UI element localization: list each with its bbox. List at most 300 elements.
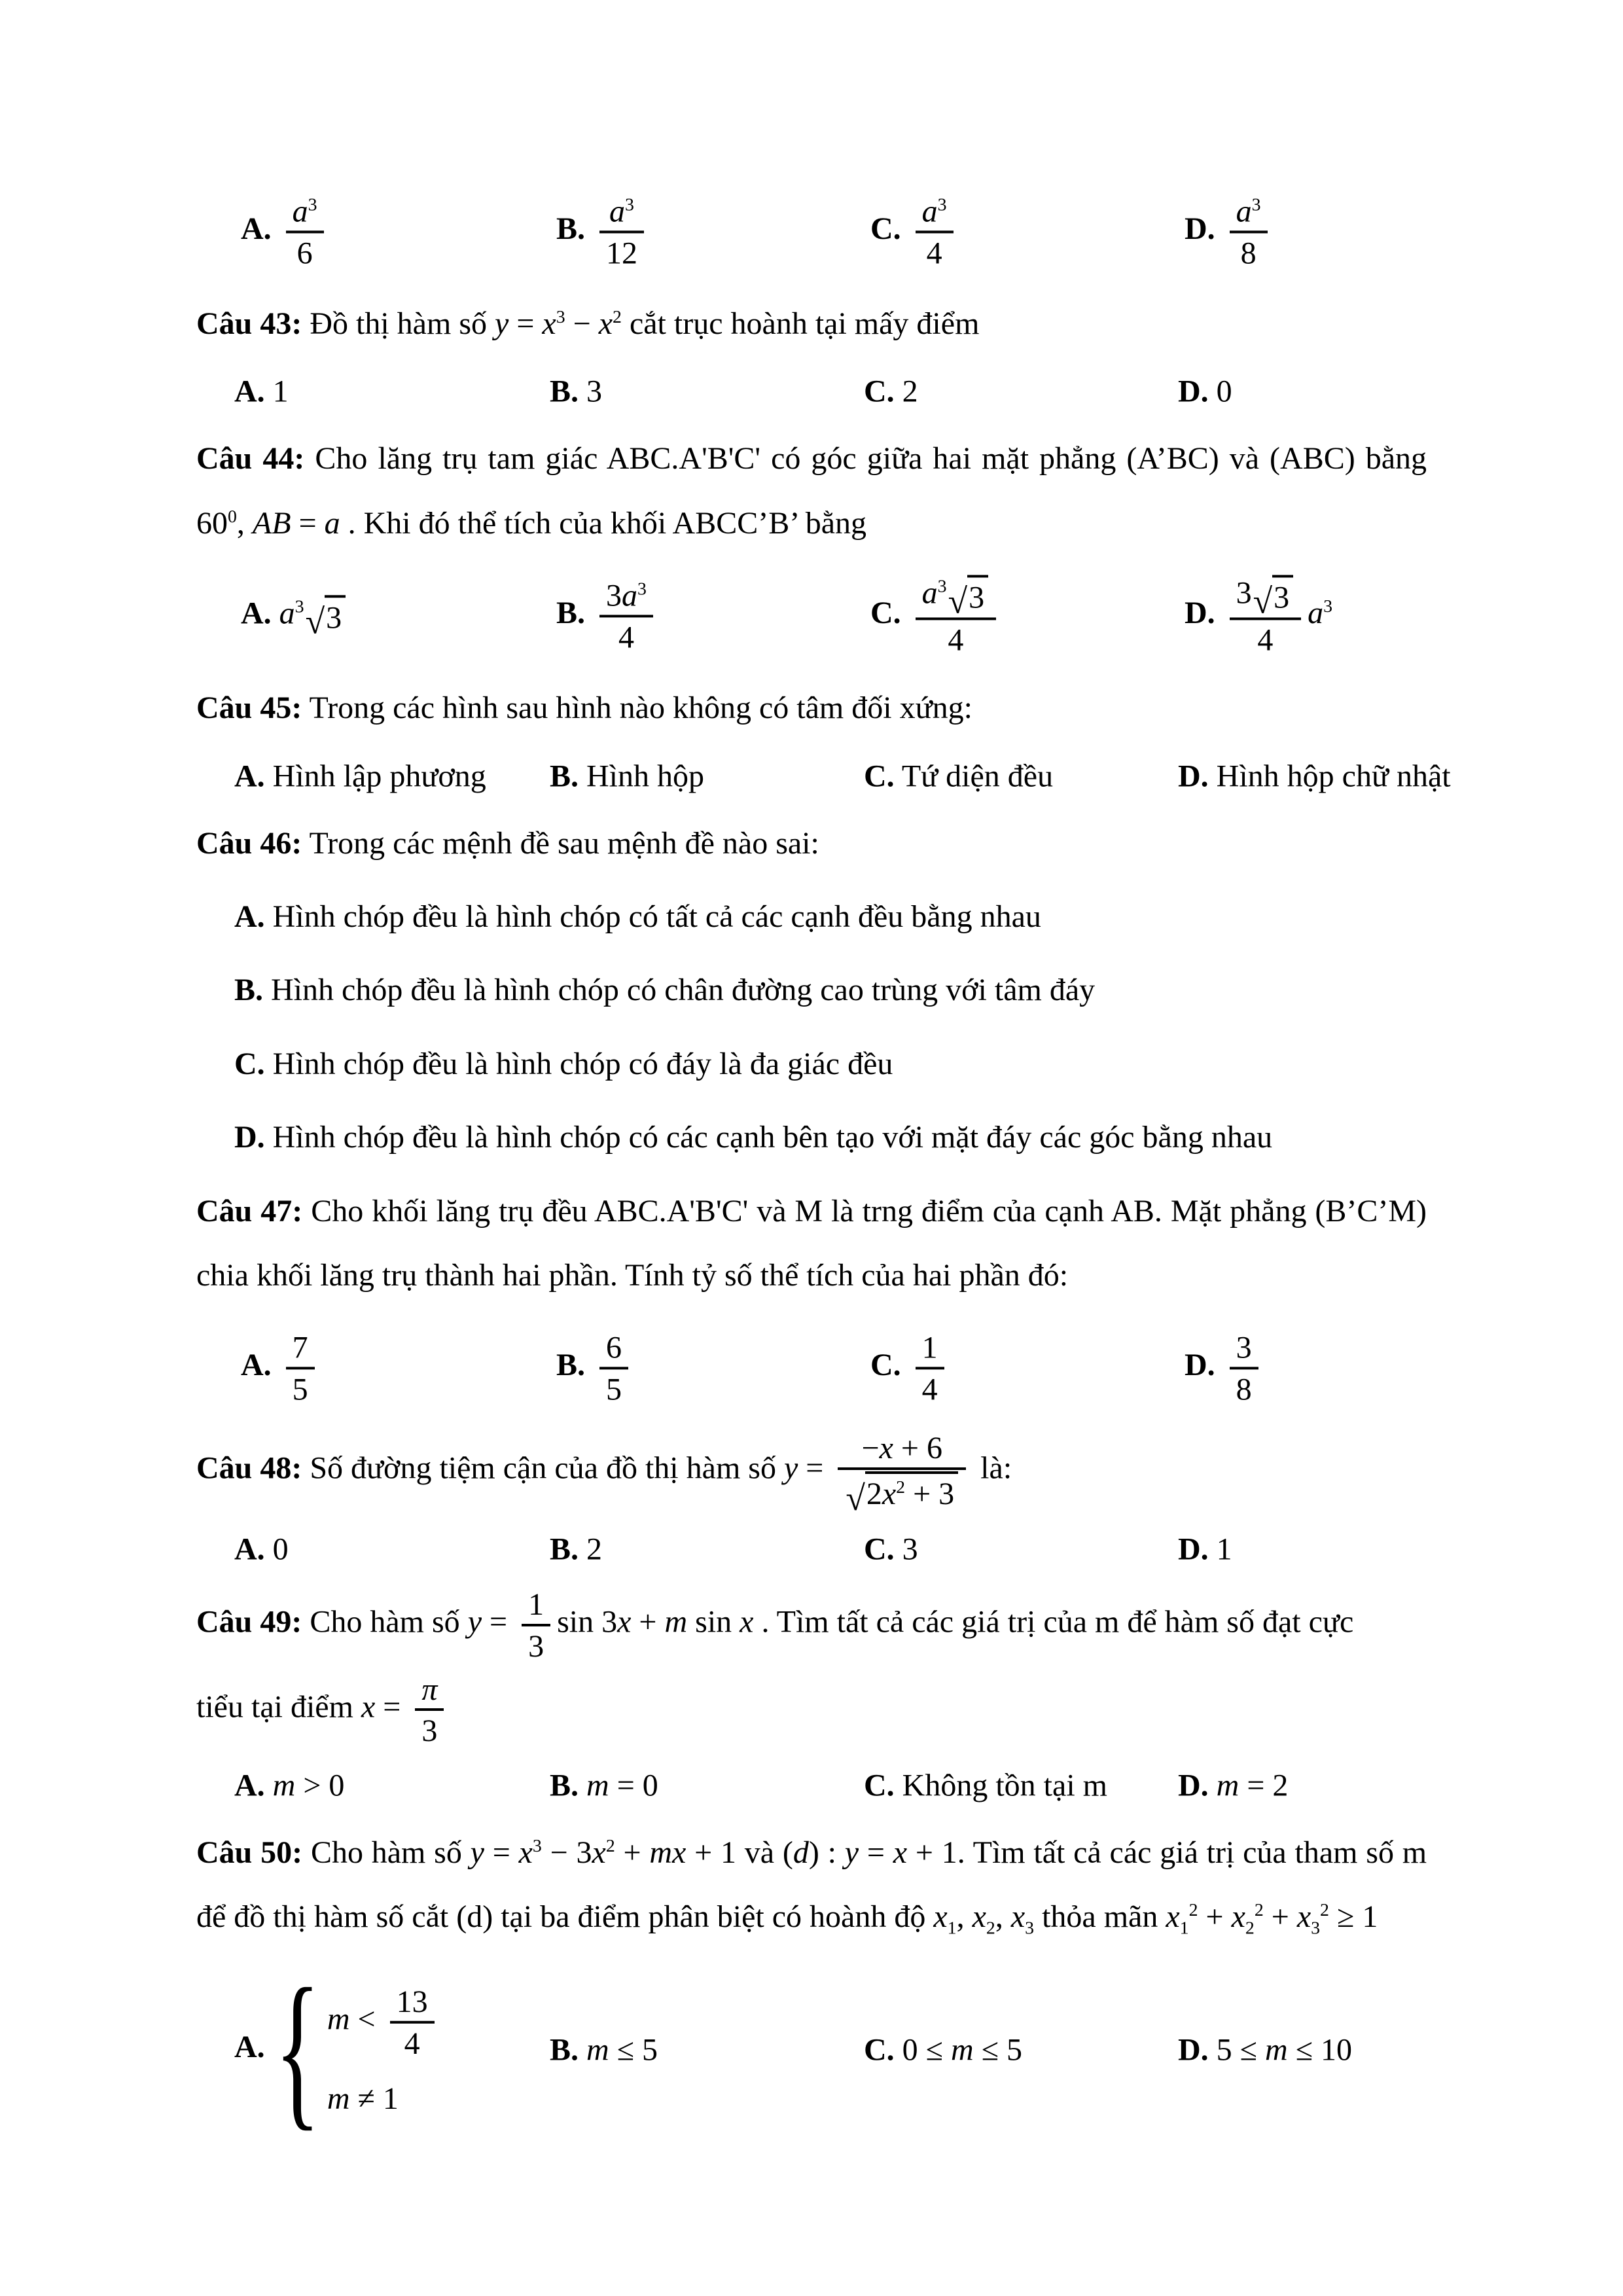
option-a [241, 191, 330, 272]
text-run: Không tồn tại m [902, 1768, 1107, 1803]
fraction-numerator [286, 1328, 315, 1370]
math-variable: x [1296, 1899, 1311, 1935]
fraction-denominator [286, 1369, 315, 1408]
subscript: 1 [947, 1918, 957, 1939]
fraction-denominator [916, 1369, 944, 1408]
math-fraction [522, 1585, 550, 1665]
superscript: 3 [532, 1835, 542, 1856]
text-run: − 3 [541, 1835, 592, 1870]
option-label: C. [864, 374, 895, 409]
text-run: 2 [902, 374, 918, 409]
option-label: B. [556, 211, 586, 247]
option-label: C. [864, 2032, 895, 2068]
superscript: 3 [308, 194, 317, 215]
option-b [550, 758, 704, 794]
text-run: < [349, 2001, 383, 2037]
text-run: 2 [586, 1532, 603, 1567]
radicand [967, 575, 988, 617]
text-run: 0 [272, 1532, 289, 1567]
option-b [550, 1767, 658, 1803]
option-d [1178, 758, 1451, 794]
text-run: Đồ thị hàm số [310, 306, 495, 341]
math-variable: y [470, 1835, 484, 1870]
text-run: thỏa mãn [1034, 1899, 1166, 1935]
option-b [556, 576, 660, 656]
text-run: − [861, 1431, 880, 1466]
text-run: 4 [926, 236, 942, 270]
text-run: . Khi đó thể tích của khối ABCC’B’ bằng [340, 505, 866, 541]
option-d [1178, 374, 1232, 410]
subscript: 2 [986, 1918, 995, 1939]
math-variable: a [921, 194, 938, 229]
text-run: 5 [606, 1372, 622, 1407]
subscript: 3 [1311, 1918, 1321, 1939]
fraction-numerator [916, 1328, 944, 1370]
text-run: Cho lăng trụ tam giác ABC.A'B'C' có góc giữa hai mặt phẳng (A’BC) và (ABC) bằng [315, 441, 1427, 476]
text-run: Hình chóp đều là hình chóp có đáy là đa giác đều [272, 1046, 893, 1081]
option-b [556, 191, 651, 272]
text-run: 5 ≤ [1216, 2032, 1266, 2068]
option-label: B. [550, 374, 579, 409]
question-paragraph [196, 1179, 1427, 1308]
option-a [234, 374, 289, 410]
text-run: 8 [1240, 236, 1257, 270]
option-a [234, 1953, 441, 2145]
question-label: Câu 44: [196, 441, 305, 476]
option-label: D. [1185, 596, 1215, 631]
math-variable: m [327, 2001, 350, 2037]
option-c [864, 1767, 1107, 1803]
text-run: = [798, 1450, 832, 1486]
text-run: Hình chóp đều là hình chóp có chân đường cao trùng với tâm đáy [271, 973, 1096, 1008]
math-fraction [599, 1328, 628, 1408]
math-variable: a [279, 596, 295, 631]
text-run: 3 [1274, 580, 1290, 615]
option-label: D. [1178, 1532, 1209, 1567]
radical-sign-icon: √ [1253, 581, 1273, 621]
option-label: B. [550, 759, 579, 794]
text-run: , [956, 1899, 972, 1935]
fraction-numerator [916, 191, 954, 233]
math-variable: x [893, 1835, 908, 1870]
text-run: 6 [606, 1330, 622, 1365]
superscript: 2 [1188, 1900, 1198, 1921]
question-paragraph [196, 676, 1427, 740]
text-run: ) : [808, 1835, 845, 1870]
text-run: 13 [396, 1984, 428, 2020]
math-fraction [1230, 1328, 1258, 1408]
text-run: = [375, 1689, 409, 1725]
text-run: 2 [866, 1477, 882, 1512]
fraction-denominator [1230, 233, 1268, 272]
system-line [327, 1982, 441, 2062]
superscript: 3 [1251, 194, 1261, 215]
math-variable: x [933, 1899, 948, 1935]
math-fraction [916, 1328, 944, 1408]
math-variable: π [421, 1672, 438, 1707]
math-fraction [599, 191, 644, 272]
option-c [864, 1532, 918, 1568]
math-variable: x [617, 1604, 632, 1640]
math-system [273, 1953, 441, 2145]
radicand [1272, 575, 1293, 617]
option-label: A. [234, 2029, 265, 2064]
text-run: + 6 [893, 1431, 942, 1466]
text-run: Trong các mệnh đề sau mệnh đề nào sai: [309, 825, 819, 861]
superscript: 3 [625, 194, 634, 215]
math-variable: x [598, 306, 613, 341]
option-c [864, 374, 918, 410]
option-label: A. [234, 1532, 265, 1567]
system-lines [327, 1982, 441, 2117]
radical-sign-icon: √ [305, 601, 325, 641]
fraction-denominator [838, 1470, 966, 1518]
option-label: C. [864, 1532, 895, 1567]
subscript: 1 [1179, 1918, 1189, 1939]
math-fraction [286, 1328, 315, 1408]
option-c [870, 191, 960, 272]
superscript: 2 [896, 1477, 906, 1498]
option-label: D. [1178, 2032, 1209, 2068]
text-run: 3 [326, 600, 342, 635]
option-label: C. [864, 1768, 895, 1803]
text-run: là: [972, 1450, 1012, 1486]
question-paragraph [196, 1821, 1427, 1950]
text-run: tiểu tại điểm [196, 1689, 361, 1725]
superscript: 2 [605, 1835, 615, 1856]
option-a [234, 1767, 344, 1803]
math-variable: mx [649, 1835, 687, 1870]
math-variable: a [292, 194, 308, 229]
fraction-numerator [415, 1670, 444, 1712]
text-run: . Tìm tất cả các giá trị của m để hàm số đạt cực [753, 1604, 1354, 1640]
text-run: 4 [948, 622, 964, 658]
text-run: 6 [296, 236, 313, 270]
text-run: 3 [421, 1713, 438, 1749]
math-variable: x [1010, 1899, 1026, 1935]
fraction-denominator [390, 2024, 435, 2063]
question-label: Câu 43: [196, 306, 302, 341]
option-label: A. [234, 374, 265, 409]
text-run: Hình chóp đều là hình chóp có tất cả các cạnh đều bằng nhau [272, 899, 1041, 934]
superscript: 2 [613, 307, 622, 327]
text-run: = [482, 1604, 516, 1640]
text-run: 3 [1236, 1330, 1252, 1365]
math-variable: x [972, 1899, 986, 1935]
math-variable: m [1216, 1768, 1240, 1803]
text-run: Tứ diện đều [901, 759, 1054, 794]
option-label: C. [870, 211, 901, 247]
math-variable: x [361, 1689, 376, 1725]
text-run: ≤ 5 [609, 2032, 658, 2068]
option-a [241, 1328, 321, 1408]
math-variable: x [740, 1604, 754, 1640]
option-label: B. [234, 973, 264, 1008]
text-run: 1 [272, 374, 289, 409]
text-run: = [484, 1835, 519, 1870]
math-square-root [948, 575, 989, 621]
option-a [234, 1532, 289, 1568]
math-variable: m [586, 2032, 609, 2068]
text-run: ≤ 5 [973, 2032, 1023, 2068]
text-run: 0 [1216, 374, 1232, 409]
text-run: 1 [1216, 1532, 1232, 1567]
text-run: Hình hộp [586, 759, 705, 794]
text-run: = 2 [1239, 1768, 1289, 1803]
math-variable: m [664, 1604, 688, 1640]
text-run: 0 ≤ [902, 2032, 952, 2068]
fraction-denominator [599, 233, 644, 272]
math-variable: x [592, 1835, 606, 1870]
fraction-numerator [390, 1982, 435, 2024]
math-variable: x [1231, 1899, 1245, 1935]
math-variable: x [879, 1431, 893, 1466]
text-run: = [508, 306, 543, 341]
fraction-numerator [1230, 573, 1302, 620]
fraction-numerator [599, 1328, 628, 1370]
text-run: 3 [586, 374, 603, 409]
math-square-root [1253, 575, 1294, 621]
curly-brace-icon: { [274, 1953, 321, 2145]
superscript: 3 [294, 596, 304, 617]
radicand [865, 1471, 958, 1514]
option-d [1178, 2032, 1352, 2068]
text-run: − [565, 306, 599, 341]
text-run: > 0 [295, 1768, 345, 1803]
math-variable: a [1236, 194, 1252, 229]
option-b [234, 958, 1427, 1022]
text-run: , [995, 1899, 1011, 1935]
question-label: Câu 50: [196, 1835, 303, 1870]
option-label: D. [1178, 759, 1209, 794]
text-run: 4 [618, 620, 634, 655]
question-label: Câu 48: [196, 1450, 302, 1486]
math-fraction [838, 1428, 966, 1518]
subscript: 2 [1245, 1918, 1255, 1939]
math-fraction [1230, 191, 1268, 272]
text-run: ≥ 1 [1329, 1899, 1378, 1935]
option-b [556, 1328, 635, 1408]
question-paragraph [196, 1670, 1427, 1750]
option-label: A. [234, 759, 265, 794]
question-paragraph [196, 292, 1427, 356]
math-variable: x [542, 306, 556, 341]
text-run: cắt trục hoành tại mấy điểm [621, 306, 980, 341]
text-run: ≠ 1 [349, 2081, 399, 2116]
question-paragraph [196, 427, 1427, 556]
text-run: Số đường tiệm cận của đồ thị hàm số [310, 1450, 784, 1486]
math-fraction [1230, 573, 1302, 659]
option-label: D. [234, 1120, 265, 1155]
options-row [196, 745, 1451, 808]
options-row [196, 360, 1427, 423]
math-variable: m [951, 2032, 974, 2068]
options-list [196, 885, 1427, 1170]
math-fraction [286, 191, 324, 272]
text-run: 4 [404, 2026, 420, 2061]
option-c [864, 758, 1053, 794]
text-run: = [859, 1835, 893, 1870]
text-run: Hình hộp chữ nhật [1216, 759, 1451, 794]
math-fraction [599, 576, 653, 656]
math-variable: x [1166, 1899, 1180, 1935]
text-run: Cho hàm số [310, 1604, 468, 1640]
math-variable: y [783, 1450, 798, 1486]
option-label: C. [870, 1348, 901, 1383]
superscript: 3 [1323, 596, 1333, 617]
fraction-denominator [522, 1626, 550, 1666]
math-variable: m [272, 1768, 296, 1803]
text-run: 4 [1257, 622, 1274, 658]
fraction-denominator [916, 233, 954, 272]
text-run: + [615, 1835, 650, 1870]
text-run: = 0 [609, 1768, 658, 1803]
option-label: B. [550, 1532, 579, 1567]
superscript: 3 [637, 579, 647, 600]
math-variable: a [609, 194, 626, 229]
question-paragraph [196, 812, 1427, 876]
option-label: A. [234, 1768, 265, 1803]
fraction-denominator [599, 1369, 628, 1408]
math-variable: a [921, 575, 938, 611]
option-label: B. [550, 2032, 579, 2068]
math-square-root [305, 595, 346, 641]
math-square-root [846, 1471, 958, 1518]
superscript: 0 [228, 506, 237, 527]
superscript: 3 [556, 307, 565, 327]
text-run: 3 [528, 1628, 544, 1664]
option-label: B. [556, 596, 586, 631]
superscript: 3 [937, 194, 947, 215]
superscript: 3 [937, 576, 947, 597]
text-run: , [236, 505, 253, 541]
text-run: 12 [606, 236, 638, 270]
math-fraction [916, 573, 996, 659]
fraction-denominator [286, 233, 324, 272]
question-label: Câu 46: [196, 825, 302, 861]
option-label: C. [864, 759, 895, 794]
option-a [241, 594, 347, 641]
text-run: Cho hàm số [310, 1835, 471, 1870]
text-run: Trong các hình sau hình nào không có tâm đối xứng: [309, 691, 972, 726]
option-c [864, 2032, 1022, 2068]
option-d [1178, 1532, 1232, 1568]
option-c [234, 1032, 1427, 1096]
fraction-denominator [916, 620, 996, 659]
fraction-numerator [522, 1585, 550, 1626]
fraction-numerator [1230, 1328, 1258, 1370]
question-label: Câu 49: [196, 1604, 302, 1640]
text-run: + [1263, 1899, 1297, 1935]
text-run: sin [687, 1604, 740, 1640]
text-run: + 3 [905, 1477, 955, 1512]
text-run: Hình chóp đều là hình chóp có các cạnh bên tạo với mặt đáy các góc bằng nhau [272, 1120, 1273, 1155]
math-variable: a [324, 505, 340, 541]
system-line [327, 2079, 441, 2117]
option-a [234, 885, 1427, 949]
text-run: sin 3 [557, 1604, 618, 1640]
math-variable: AB [252, 505, 291, 541]
fraction-denominator [415, 1711, 444, 1750]
option-a [234, 758, 486, 794]
superscript: 2 [1254, 1900, 1264, 1921]
option-d [234, 1105, 1427, 1170]
math-variable: y [495, 306, 509, 341]
option-label: D. [1178, 1768, 1209, 1803]
fraction-numerator [916, 573, 996, 620]
fraction-numerator [1230, 191, 1268, 233]
radical-sign-icon: √ [846, 1478, 865, 1518]
math-variable: x [518, 1835, 533, 1870]
option-label: B. [550, 1768, 579, 1803]
option-label: D. [1185, 211, 1215, 247]
text-run: 1 [921, 1330, 938, 1365]
option-c [870, 1328, 951, 1408]
text-run: 1 [528, 1587, 544, 1623]
text-run: Hình lập phương [272, 759, 486, 794]
text-run: ≤ 10 [1287, 2032, 1353, 2068]
text-run: = [291, 505, 325, 541]
option-c [870, 573, 1003, 659]
text-run: + [631, 1604, 665, 1640]
option-b [550, 374, 602, 410]
question-label: Câu 45: [196, 691, 302, 726]
option-d [1185, 573, 1332, 659]
option-label: D. [1185, 1348, 1215, 1383]
text-run: 7 [292, 1330, 308, 1365]
option-label: D. [1178, 374, 1209, 409]
option-d [1178, 1767, 1288, 1803]
question-label: Câu 47: [196, 1193, 303, 1229]
text-run: Cho khối lăng trụ đều ABC.A'B'C' và M là trng điểm của cạnh AB. Mặt phẳng (B’C’M) chia khối lăng trụ thành hai phần. Tính tỷ số thể tích của hai phần đó: [196, 1193, 1427, 1293]
math-variable: y [844, 1835, 859, 1870]
fraction-denominator [1230, 1369, 1258, 1408]
text-run: 8 [1236, 1372, 1252, 1407]
math-fraction [390, 1982, 435, 2062]
text-run: 5 [292, 1372, 308, 1407]
fraction-denominator [1230, 620, 1302, 659]
fraction-numerator [838, 1428, 966, 1470]
option-d [1185, 191, 1274, 272]
superscript: 2 [1320, 1900, 1329, 1921]
option-b [550, 1532, 602, 1568]
math-variable: m [1265, 2032, 1288, 2068]
fraction-denominator [599, 617, 653, 656]
option-label: A. [241, 211, 272, 247]
text-run: + 1 và ( [686, 1835, 793, 1870]
text-run: 3 [902, 1532, 918, 1567]
option-d [1185, 1328, 1265, 1408]
math-variable: x [882, 1477, 897, 1512]
question-paragraph [196, 1428, 1427, 1518]
math-variable: y [467, 1604, 482, 1640]
fraction-numerator [286, 191, 324, 233]
math-variable: m [586, 1768, 609, 1803]
text-run: 3 [606, 578, 622, 613]
fraction-numerator [599, 191, 644, 233]
text-run: 3 [969, 580, 985, 615]
text-run: 3 [1236, 575, 1252, 611]
math-variable: a [1308, 596, 1324, 631]
option-label: C. [234, 1046, 265, 1081]
text-run: + 1. Tìm tất cả các giá trị của tham số m để đồ thị hàm số cắt (d) tại ba điểm phân biệt có hoành độ [196, 1835, 1427, 1935]
question-paragraph [196, 1585, 1427, 1665]
subscript: 3 [1025, 1918, 1035, 1939]
math-fraction [916, 191, 954, 272]
radicand [325, 595, 346, 637]
options-row [196, 1754, 1427, 1817]
option-label: A. [241, 1348, 272, 1383]
